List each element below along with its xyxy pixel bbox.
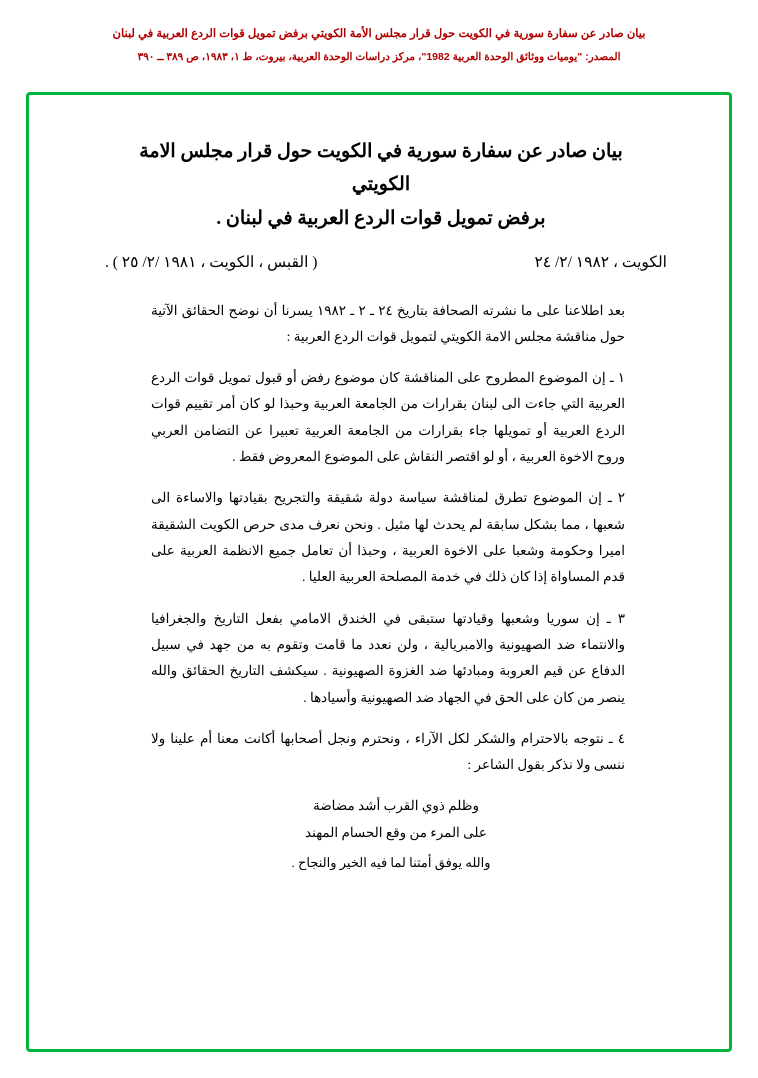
paragraph-intro: بعد اطلاعنا على ما نشرته الصحافة بتاريخ ٢٤ ـ ٢ ـ ١٩٨٢ يسرنا أن نوضح الحقائق الآتية حول مناقشة مجلس الامة الكويتي لتمويل قوات الردع العربية : <box>151 302 625 344</box>
poem-quote <box>81 792 681 846</box>
dateline <box>81 251 681 276</box>
document-body <box>29 95 729 1049</box>
paragraph-2: ٢ ـ إن الموضوع تطرق لمناقشة سياسة دولة شقيقة والتجريح بقيادتها والاساءة الى شعبها ، مما بشكل سابقة لم يحدث لها مثيل . ونحن نعرف مدى حرص الكويت الشقيقة اميرا وحكومة وشعبا على الاخوة العربية ، وحبذا أن تعامل جميع الانظمة العربية على قدم المساواة إذا كان ذلك في خدمة المصلحة العربية العليا . <box>151 490 625 585</box>
page-header <box>0 0 758 66</box>
poem-line-1: وظلم ذوي القرب أشد مضاضة <box>312 798 480 814</box>
document-title-line-2: برفض تمويل قوات الردع العربية في لبنان . <box>216 207 546 229</box>
closing-line: والله يوفق أمتنا لما فيه الخير والنجاح . <box>291 855 491 871</box>
green-frame-border <box>26 92 732 1052</box>
paragraph-3: ٣ ـ إن سوريا وشعبها وقيادتها ستبقى في الخندق الامامي بفعل التاريخ والجغرافيا والانتماء ضد الصهيونية والامبريالية ، ولن نعدد ما قامت وتقوم به من جهد في سبيل الدفاع عن قيم العروبة ومبادئها ضد الغزوة الصهيونية . سيكشف التاريخ الحقائق والله ينصر من كان على الحق في الجهاد ضد الصهيونية وأسيادها . <box>151 610 625 705</box>
paragraph-4: ٤ ـ نتوجه بالاحترام والشكر لكل الآراء ، ونحترم ونجل أصحابها أكانت معنا أم علينا ولا ننسى ولا نذكر بقول الشاعر : <box>151 730 625 773</box>
dateline-place-date: الكويت ، ١٩٨٢ /٢/ ٢٤ <box>534 253 667 271</box>
header-title: بيان صادر عن سفارة سورية في الكويت حول قرار مجلس الأمة الكويتي برفض تمويل قوات الردع العربية في لبنان <box>112 28 646 40</box>
header-source: المصدر: "يوميات ووثائق الوحدة العربية 1982"، مركز دراسات الوحدة العربية، بيروت، ط ١، ١٩٨٣، ص ٣٨٩ ــ ٣٩٠ <box>137 51 621 64</box>
document-title <box>111 135 651 235</box>
dateline-source-citation: ( القبس ، الكويت ، ١٩٨١ /٢/ ٢٥ ) . <box>105 253 318 271</box>
document-title-line-1: بيان صادر عن سفارة سورية في الكويت حول قرار مجلس الامة الكويتي <box>139 141 623 196</box>
paragraph-1: ١ ـ إن الموضوع المطروح على المناقشة كان موضوع رفض أو قبول تمويل قوات الردع العربية التي جاءت الى لبنان بقرارات من الجامعة العربية وحبذا لو كان أمر تقييم قوات الردع العربية أو تمويلها جاء بقرارات من الجامعة العربية تعبيرا عن التضامن العربي وروح الاخوة العربية ، أو لو اقتصر النقاش على الموضوع المعروض فقط . <box>151 370 625 465</box>
poem-line-2: على المرء من وقع الحسام المهند <box>305 825 487 841</box>
